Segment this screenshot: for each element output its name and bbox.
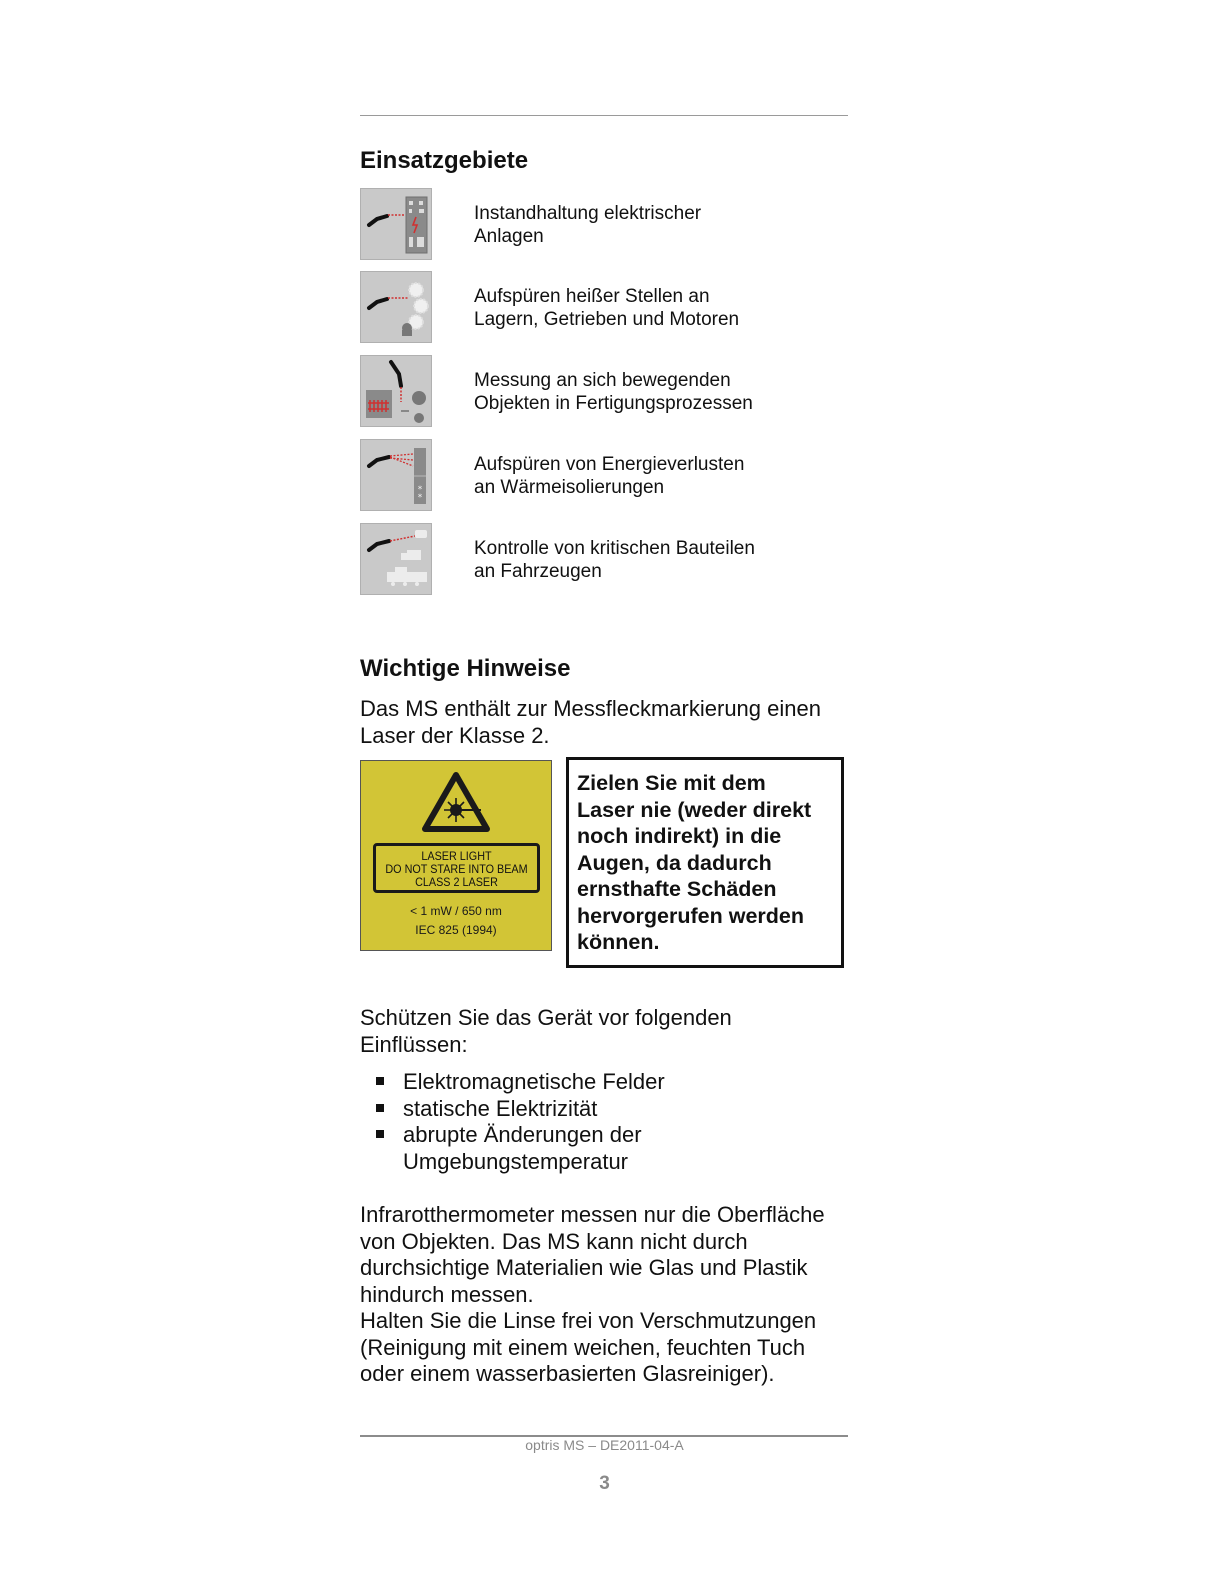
header-rule (360, 115, 848, 116)
footer-document-id: optris MS – DE2011-04-A (525, 1437, 684, 1453)
list-item: statische Elektrizität (360, 1096, 850, 1123)
application-item (360, 439, 848, 513)
application-text: Kontrolle von kritischen Bauteilen an Fahrzeugen (474, 538, 755, 582)
electrical-cabinet-icon (360, 188, 432, 260)
svg-text:*: * (417, 485, 423, 495)
sign-standard: IEC 825 (1994) (415, 923, 497, 937)
list-item: Elektromagnetische Felder (360, 1069, 850, 1096)
surface-note-paragraph: Infrarotthermometer messen nur die Oberfläche von Objekten. Das MS kann nicht durch durchsichtige Materialien wie Glas und Plastik hindurch messen. Halten Sie die Linse frei von Verschmutzungen (Reinigung mit einem weichen, feuchten Tuch oder einem wasserbasierten Glasreiniger). (360, 1202, 825, 1386)
protect-intro-paragraph: Schützen Sie das Gerät vor folgenden Einflüssen: (360, 1005, 732, 1057)
laser-warning-sign (360, 760, 552, 951)
sign-line-1: LASER LIGHT (421, 849, 492, 863)
section-title-applications: Einsatzgebiete (360, 147, 529, 174)
laser-hazard-icon (361, 761, 551, 841)
svg-text:*: * (417, 493, 423, 503)
application-text: Aufspüren von Energieverlusten an Wärmeisolierungen (474, 454, 745, 498)
production-line-icon (360, 355, 432, 427)
sign-power: < 1 mW / 650 nm (410, 904, 502, 918)
application-item (360, 188, 848, 262)
insulation-wall-icon (360, 439, 432, 511)
influences-list (360, 1069, 850, 1175)
application-text: Instandhaltung elektrischer Anlagen (474, 203, 702, 247)
laser-warning-box (566, 757, 844, 968)
list-item: abrupte Änderungen der Umgebungstemperatur (360, 1122, 850, 1175)
laser-warning-text: Zielen Sie mit dem Laser nie (weder direkt noch indirekt) in die Augen, da dadurch ernsthafte Schäden hervorgerufen werden können. (577, 771, 812, 954)
sign-line-3: CLASS 2 LASER (415, 875, 498, 889)
application-item (360, 355, 848, 429)
laser-label-box (373, 843, 540, 893)
application-item (360, 523, 848, 597)
gears-motor-icon (360, 271, 432, 343)
vehicles-icon (360, 523, 432, 595)
laser-intro-paragraph: Das MS enthält zur Messfleckmarkierung einen Laser der Klasse 2. (360, 696, 821, 748)
page-number: 3 (599, 1473, 610, 1494)
application-text: Messung an sich bewegenden Objekten in Fertigungsprozessen (474, 370, 753, 414)
sign-line-2: DO NOT STARE INTO BEAM (385, 862, 528, 876)
section-title-important-notes: Wichtige Hinweise (360, 655, 571, 682)
application-item (360, 271, 848, 345)
application-text: Aufspüren heißer Stellen an Lagern, Getrieben und Motoren (474, 286, 740, 330)
